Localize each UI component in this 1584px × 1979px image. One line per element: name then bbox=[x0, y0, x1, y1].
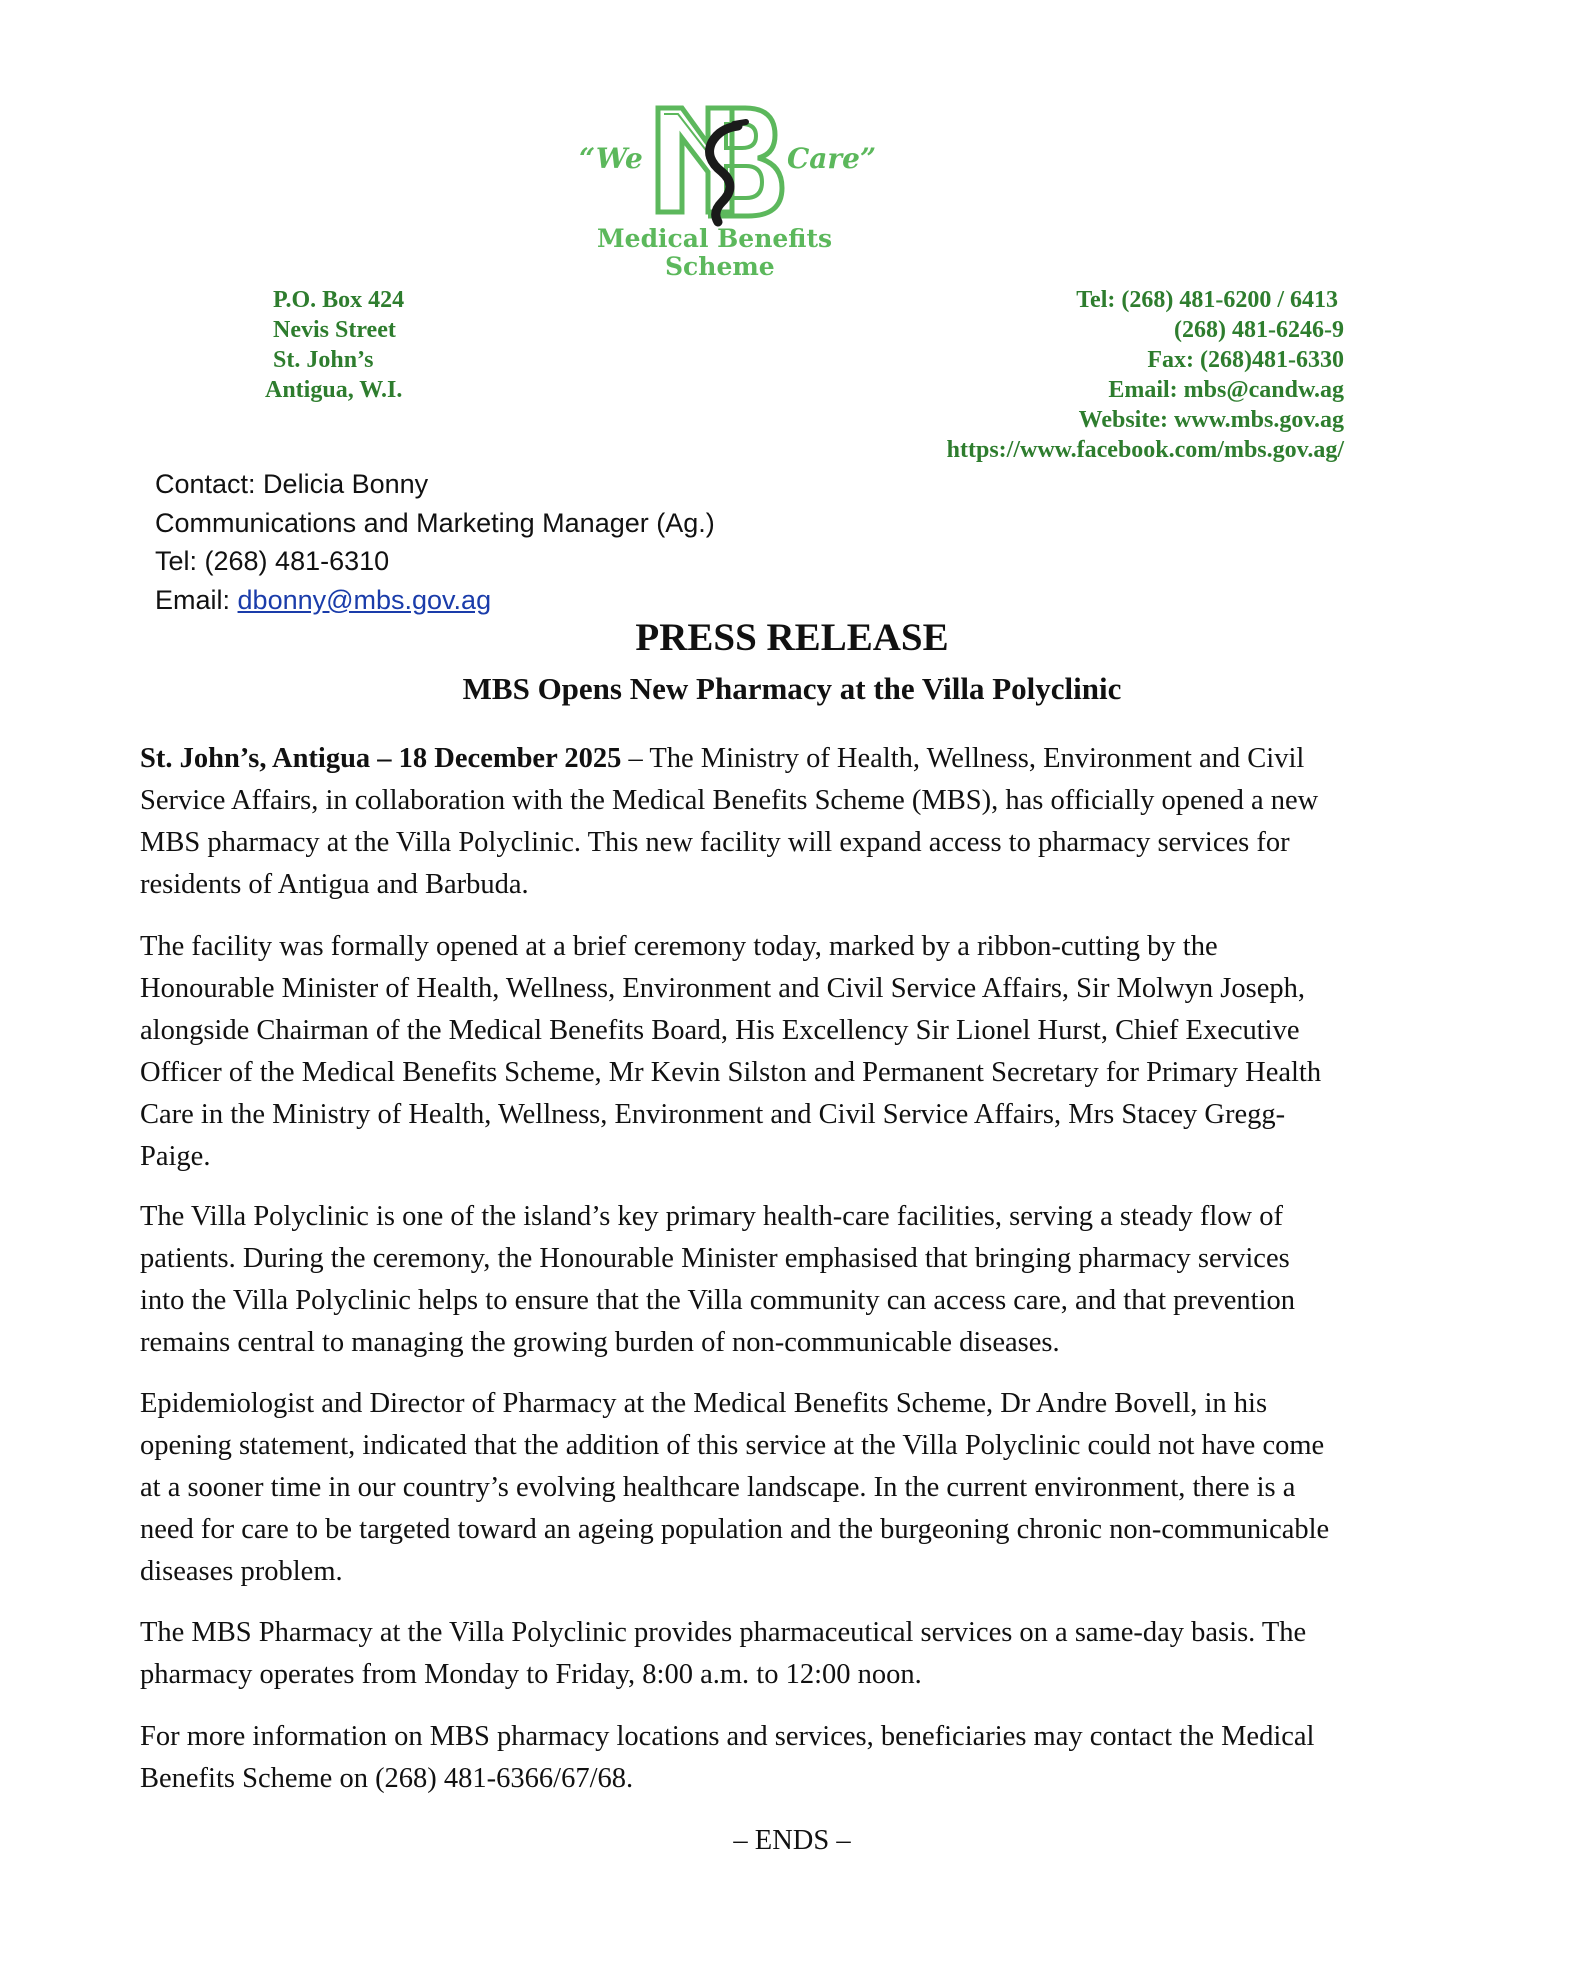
paragraph-line: Care in the Ministry of Health, Wellness, Environment and Civil Service Affairs, Mrs Stacey Gregg- bbox=[140, 1099, 1286, 1130]
paragraph-line: Service Affairs, in collaboration with the Medical Benefits Scheme (MBS), has officially opened a new bbox=[140, 785, 1319, 816]
contact-email-label: Email: bbox=[155, 584, 238, 615]
mbs-logo bbox=[575, 100, 875, 290]
paragraph-line: pharmacy operates from Monday to Friday, 8:00 a.m. to 12:00 noon. bbox=[140, 1659, 922, 1690]
paragraph-line: into the Villa Polyclinic helps to ensure that the Villa community can access care, and that prevention bbox=[140, 1285, 1295, 1316]
org-facebook[interactable]: https://www.facebook.com/mbs.gov.ag/ bbox=[946, 437, 1344, 463]
dateline: St. John’s, Antigua – 18 December 2025 bbox=[140, 743, 622, 774]
org-website[interactable]: Website: www.mbs.gov.ag bbox=[1078, 407, 1344, 433]
contact-email-row bbox=[155, 581, 715, 620]
paragraph-6 bbox=[140, 1716, 1314, 1800]
paragraph-4 bbox=[140, 1383, 1329, 1593]
paragraph-line: St. John’s, Antigua – 18 December 2025 – The Ministry of Health, Wellness, Environment and Civil bbox=[140, 743, 1305, 774]
paragraph-3 bbox=[140, 1196, 1295, 1364]
paragraph-line: alongside Chairman of the Medical Benefits Board, His Excellency Sir Lionel Hurst, Chief Executive bbox=[140, 1015, 1300, 1046]
press-release-heading: PRESS RELEASE bbox=[635, 616, 949, 659]
paragraph-2 bbox=[140, 926, 1321, 1178]
org-tel: Tel: (268) 481-6200 / 6413 bbox=[1076, 287, 1338, 313]
paragraph-line: Honourable Minister of Health, Wellness, Environment and Civil Service Affairs, Sir Molwyn Joseph, bbox=[140, 973, 1305, 1004]
address-line: Nevis Street bbox=[273, 317, 396, 343]
paragraph-line: The MBS Pharmacy at the Villa Polyclinic provides pharmaceutical services on a same-day basis. The bbox=[140, 1617, 1307, 1648]
address-line: Antigua, W.I. bbox=[265, 377, 403, 403]
paragraph-line: at a sooner time in our country’s evolving healthcare landscape. In the current environment, there is a bbox=[140, 1472, 1296, 1503]
address-line: St. John’s bbox=[273, 347, 374, 373]
paragraph-line: diseases problem. bbox=[140, 1556, 343, 1587]
paragraph-line: Epidemiologist and Director of Pharmacy at the Medical Benefits Scheme, Dr Andre Bovell, in his bbox=[140, 1388, 1268, 1419]
paragraph-line: MBS pharmacy at the Villa Polyclinic. This new facility will expand access to pharmacy services for bbox=[140, 827, 1290, 858]
mb-monogram-icon bbox=[650, 102, 785, 227]
logo-name-line1: Medical Benefits bbox=[597, 224, 833, 253]
press-release-title: MBS Opens New Pharmacy at the Villa Polyclinic bbox=[462, 671, 1122, 706]
logo-tagline-care: Care” bbox=[787, 142, 877, 175]
paragraph-line: patients. During the ceremony, the Honourable Minister emphasised that bringing pharmacy services bbox=[140, 1243, 1290, 1274]
paragraph-line: Paige. bbox=[140, 1141, 211, 1172]
org-contact-block bbox=[947, 285, 1344, 465]
logo-tagline-we: “We bbox=[579, 142, 643, 175]
contact-tel: Tel: (268) 481-6310 bbox=[155, 546, 390, 576]
paragraph-1 bbox=[140, 738, 1318, 906]
paragraph-line: The Villa Polyclinic is one of the island’s key primary health-care facilities, serving a steady flow of bbox=[140, 1201, 1283, 1232]
org-tel-alt: (268) 481-6246-9 bbox=[1174, 317, 1344, 343]
org-fax: Fax: (268)481-6330 bbox=[1147, 347, 1344, 373]
contact-email-link[interactable]: dbonny@mbs.gov.ag bbox=[237, 584, 492, 615]
media-contact bbox=[155, 465, 715, 619]
paragraph-line: The facility was formally opened at a brief ceremony today, marked by a ribbon-cutting by the bbox=[140, 931, 1218, 962]
postal-address bbox=[265, 285, 404, 405]
contact-name: Contact: Delicia Bonny bbox=[155, 469, 429, 499]
address-line: P.O. Box 424 bbox=[273, 287, 405, 313]
paragraph-line: residents of Antigua and Barbuda. bbox=[140, 869, 529, 900]
contact-title: Communications and Marketing Manager (Ag.) bbox=[155, 507, 715, 538]
paragraph-line: Officer of the Medical Benefits Scheme, Mr Kevin Silston and Permanent Secretary for Primary Health bbox=[140, 1057, 1322, 1088]
paragraph-line: opening statement, indicated that the addition of this service at the Villa Polyclinic could not have come bbox=[140, 1430, 1325, 1461]
paragraph-line: need for care to be targeted toward an ageing population and the burgeoning chronic non-communicable bbox=[140, 1514, 1330, 1545]
logo-name-line2: Scheme bbox=[665, 252, 775, 281]
ends-marker: – ENDS – bbox=[733, 1825, 851, 1856]
org-email[interactable]: Email: mbs@candw.ag bbox=[1108, 377, 1344, 403]
paragraph-line: For more information on MBS pharmacy locations and services, beneficiaries may contact the Medical bbox=[140, 1721, 1315, 1752]
paragraph-5 bbox=[140, 1612, 1306, 1696]
paragraph-line: Benefits Scheme on (268) 481-6366/67/68. bbox=[140, 1763, 634, 1794]
paragraph-line: remains central to managing the growing burden of non-communicable diseases. bbox=[140, 1327, 1060, 1358]
